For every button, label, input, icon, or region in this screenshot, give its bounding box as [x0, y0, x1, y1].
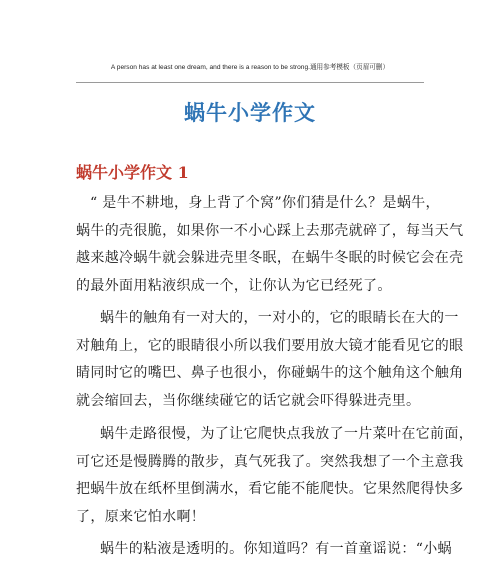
- paragraph-line: 蜗牛走路很慢，为了让它爬快点我放了一片菜叶在它前面，: [100, 426, 474, 442]
- paragraph-4: [76, 536, 452, 564]
- section-title: 蜗牛小学作文 1: [76, 163, 189, 182]
- paragraph-line: 蜗牛的粘液是透明的。你知道吗？有一首童谣说：“小蜗: [100, 541, 452, 557]
- paragraph-line: 对触角上，它的眼睛很小所以我们要用放大镜才能看见它的眼: [76, 337, 464, 354]
- paragraph-line: 睛同时它的嘴巴、鼻子也很小，你碰蜗牛的这个触角这个触角: [76, 365, 464, 381]
- paragraph-line: 的最外面用粘液织成一个，让你认为它已经死了。: [76, 277, 392, 294]
- paragraph-line: “ 是牛不耕地，身上背了个窝”你们猜是什么？是蜗牛，: [90, 195, 440, 211]
- document-title: 蜗牛小学作文: [184, 100, 316, 125]
- paragraph-line: 可它还是慢腾腾的散步，真气死我了。突然我想了一个主意我: [76, 453, 464, 470]
- paragraph-line: 把蜗牛放在纸杯里倒满水，看它能不能爬快。它果然爬得快多: [76, 481, 464, 497]
- header-divider: [76, 82, 424, 83]
- paragraph-line: 越来越冷蜗牛就会躲进壳里冬眠，在蜗牛冬眠的时候它会在壳: [76, 250, 464, 266]
- paragraph-2: [76, 305, 464, 415]
- paragraph-3: [76, 421, 474, 531]
- page-header-text: A person has at least one dream, and there is a reason to be strong.通用参考模板（页眉可删）: [110, 64, 390, 71]
- paragraph-line: 了，原来它怕水啊！: [76, 508, 206, 525]
- paragraph-1: [76, 190, 464, 300]
- paragraph-line: 蜗牛的触角有一对大的，一对小的，它的眼睛长在大的一: [100, 310, 459, 326]
- paragraph-line: 蜗牛的壳很脆，如果你一不小心踩上去那壳就碎了，每当天气: [76, 222, 464, 239]
- paragraph-line: 就会缩回去，当你继续碰它的话它就会吓得躲进壳里。: [76, 392, 421, 409]
